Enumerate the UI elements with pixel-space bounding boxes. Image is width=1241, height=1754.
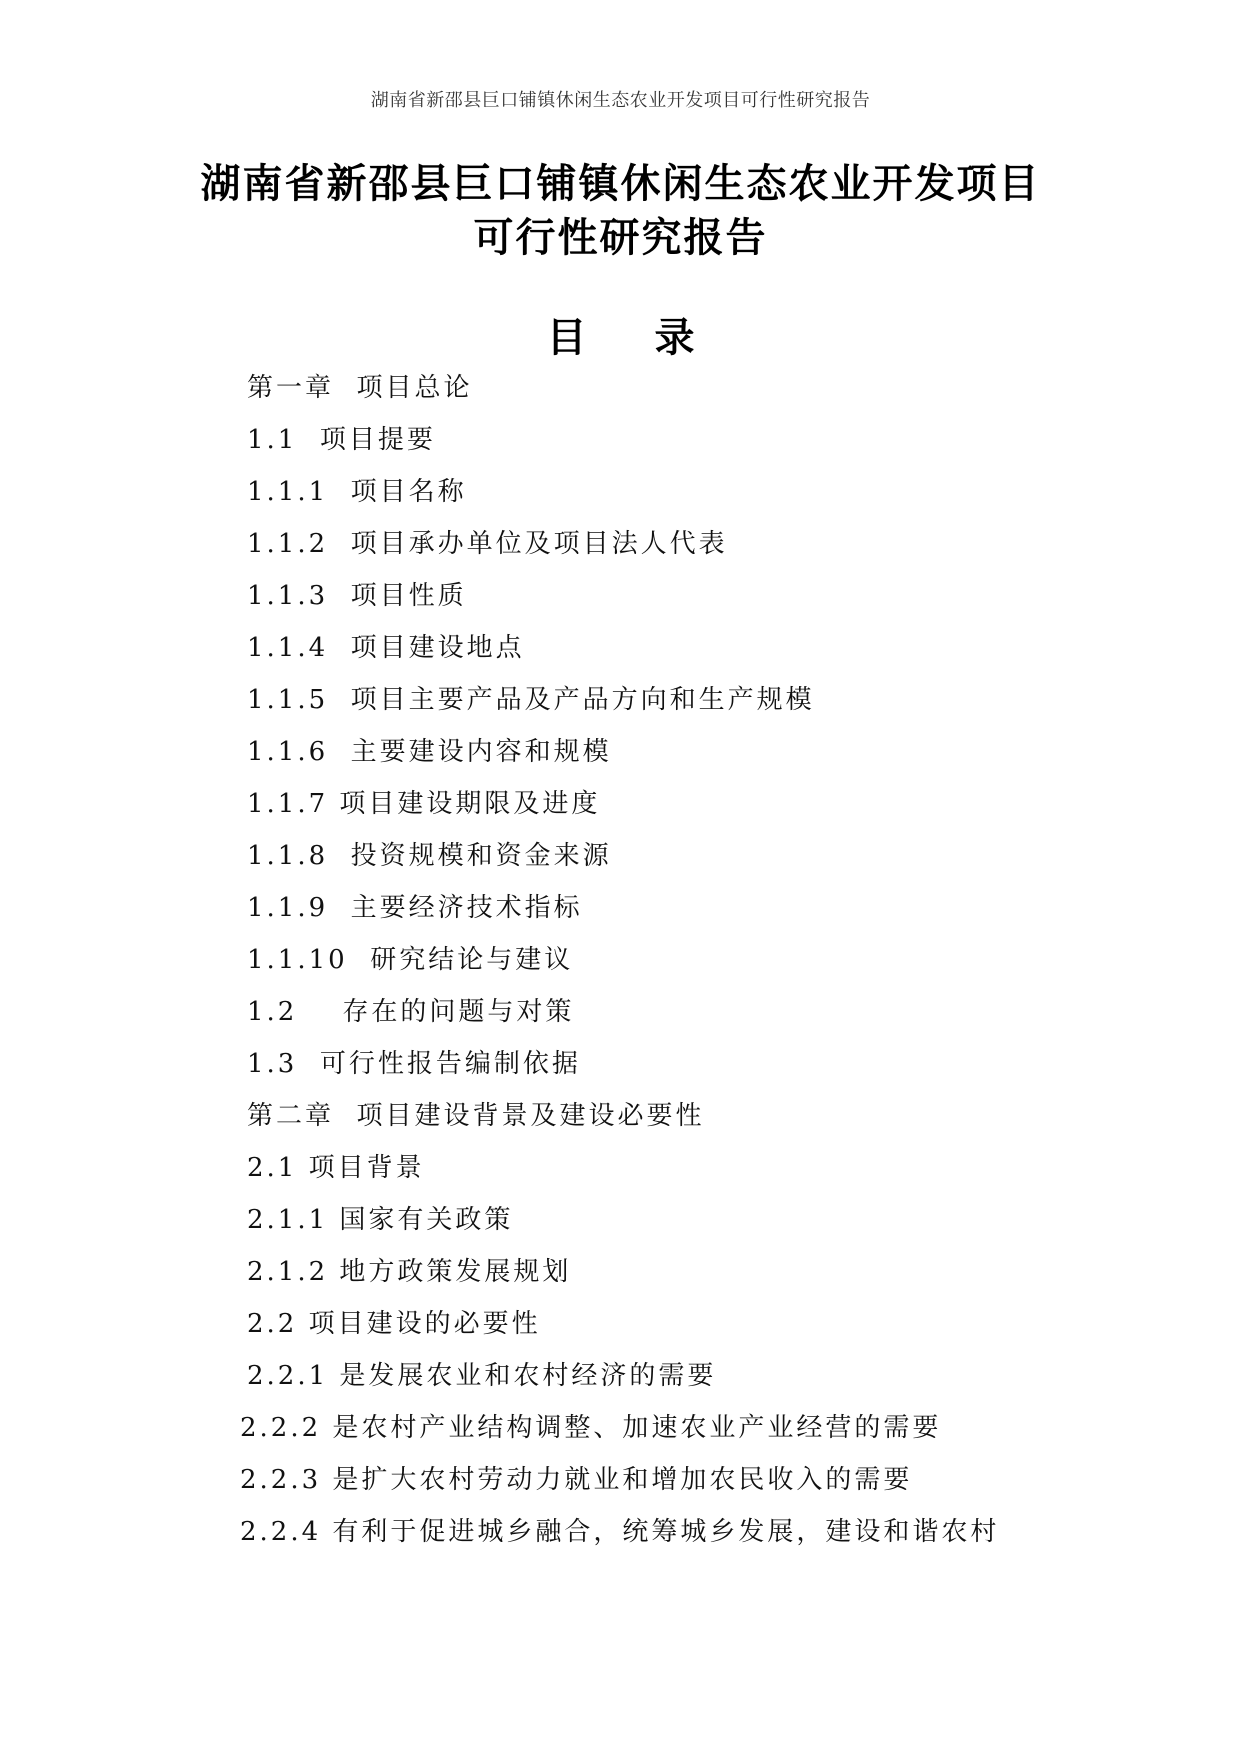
running-header: 湖南省新邵县巨口铺镇休闲生态农业开发项目可行性研究报告 bbox=[370, 90, 871, 111]
toc-item: 1.3 可行性报告编制依据 bbox=[247, 1049, 581, 1079]
toc-item: 2.2.1 是发展农业和农村经济的需要 bbox=[247, 1361, 717, 1391]
document-title-line-1: 湖南省新邵县巨口铺镇休闲生态农业开发项目 bbox=[200, 161, 1041, 207]
toc-item: 1.1 项目提要 bbox=[247, 425, 436, 455]
toc-item: 第二章 项目建设背景及建设必要性 bbox=[247, 1101, 705, 1131]
toc-heading-char-2: 录 bbox=[654, 315, 695, 361]
toc-item: 1.1.10 研究结论与建议 bbox=[247, 945, 574, 975]
toc-item: 1.1.9 主要经济技术指标 bbox=[247, 893, 583, 923]
toc-item: 第一章 项目总论 bbox=[247, 373, 473, 403]
toc-heading-char-1: 目 bbox=[546, 315, 587, 361]
toc-item: 2.2.4 有利于促进城乡融合，统筹城乡发展，建设和谐农村 bbox=[240, 1517, 1000, 1547]
toc-item: 2.2 项目建设的必要性 bbox=[247, 1309, 541, 1339]
toc-item: 1.1.6 主要建设内容和规模 bbox=[247, 737, 612, 767]
toc-item: 2.1 项目背景 bbox=[247, 1153, 425, 1183]
toc-item: 1.1.5 项目主要产品及产品方向和生产规模 bbox=[247, 685, 815, 715]
toc-item: 2.2.2 是农村产业结构调整、加速农业产业经营的需要 bbox=[240, 1413, 942, 1443]
toc-item: 2.2.3 是扩大农村劳动力就业和增加农民收入的需要 bbox=[240, 1465, 913, 1495]
toc-item: 1.1.3 项目性质 bbox=[247, 581, 467, 611]
toc-item: 1.2 存在的问题与对策 bbox=[247, 997, 575, 1027]
toc-item: 1.1.7 项目建设期限及进度 bbox=[247, 789, 601, 819]
toc-item: 2.1.1 国家有关政策 bbox=[247, 1205, 514, 1235]
toc-heading bbox=[0, 306, 1241, 363]
toc-item: 1.1.2 项目承办单位及项目法人代表 bbox=[247, 529, 728, 559]
document-title-line-2: 可行性研究报告 bbox=[473, 215, 768, 261]
toc-item: 1.1.4 项目建设地点 bbox=[247, 633, 525, 663]
toc-item: 1.1.1 项目名称 bbox=[247, 477, 467, 507]
toc-item: 2.1.2 地方政策发展规划 bbox=[247, 1257, 572, 1287]
toc-item: 1.1.8 投资规模和资金来源 bbox=[247, 841, 612, 871]
